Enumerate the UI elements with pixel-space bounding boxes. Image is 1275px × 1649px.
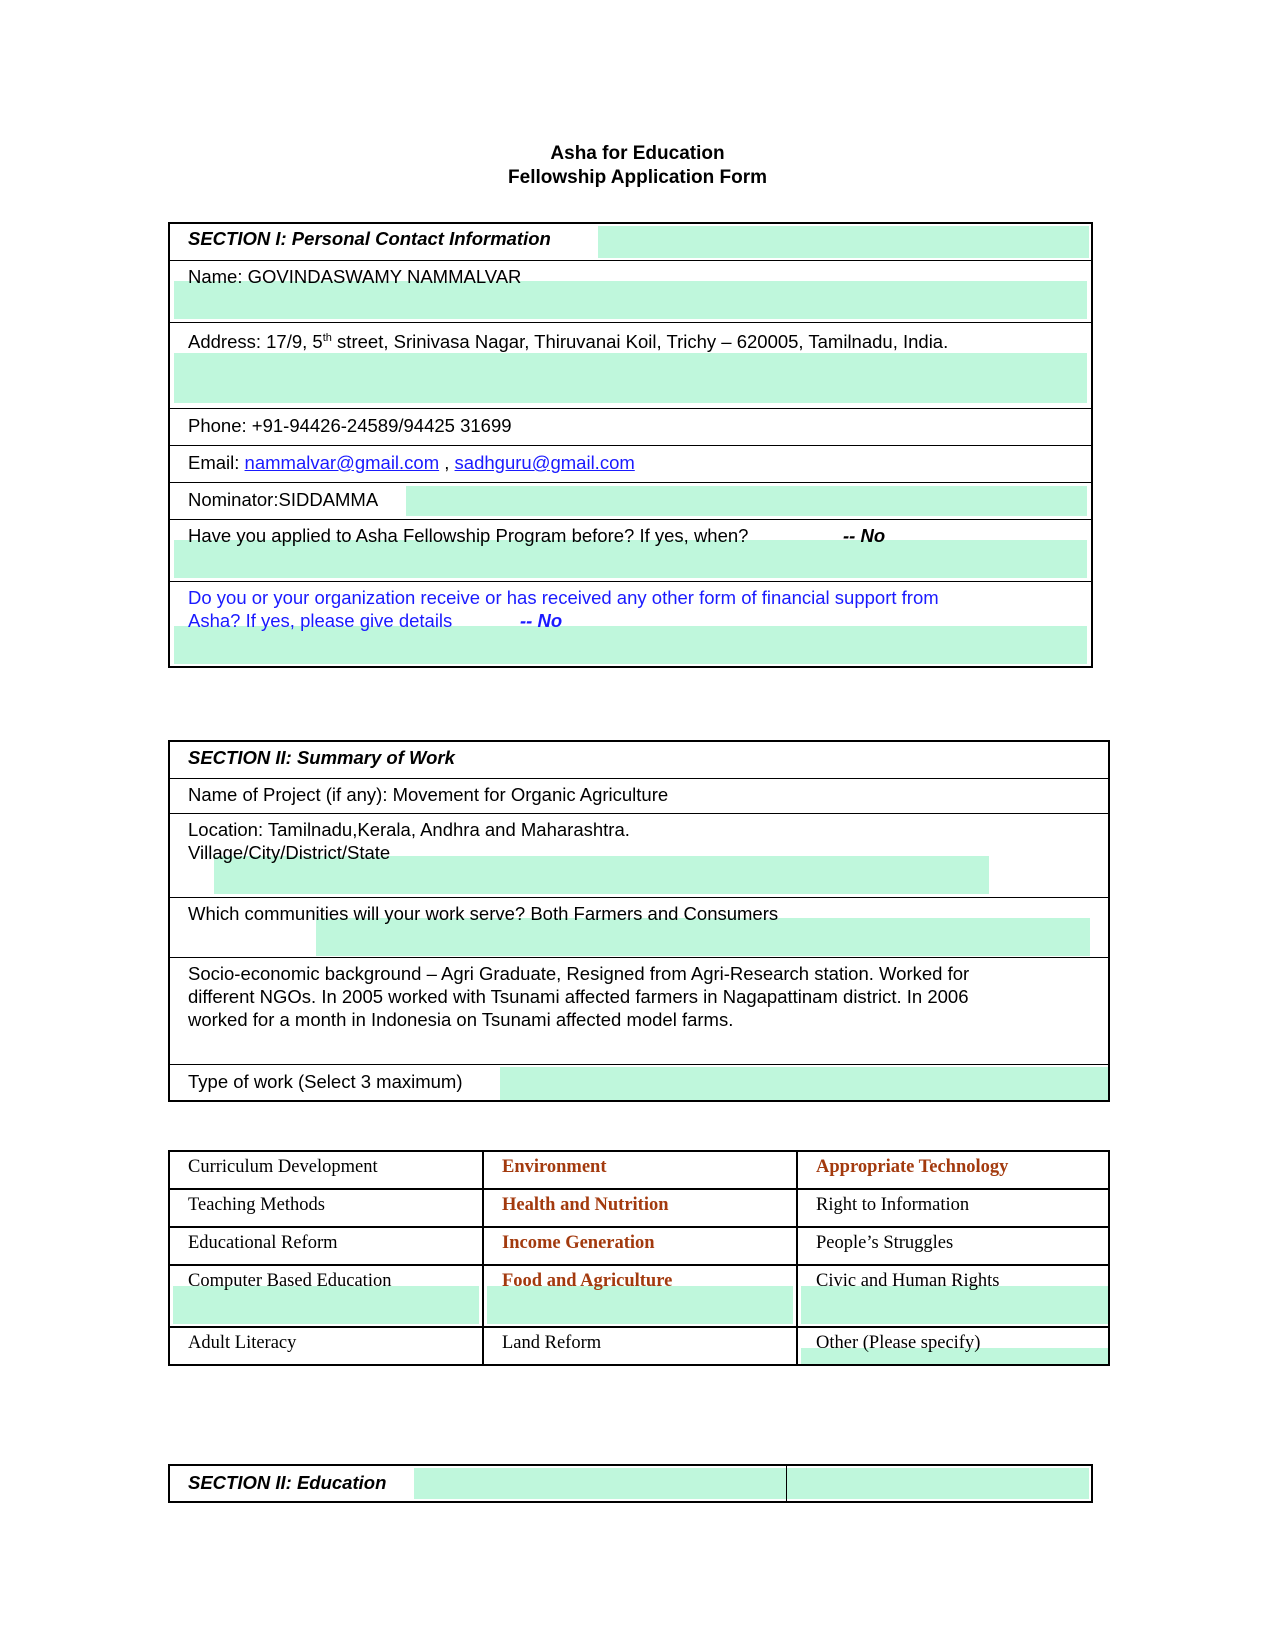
socio-row: [170, 957, 1108, 1064]
phone-label: Phone: +91-94426-24589/94425 31699: [188, 415, 512, 436]
name-label: Name: GOVINDASWAMY NAMMALVAR: [188, 266, 522, 287]
education-title: SECTION II: Education: [188, 1472, 387, 1493]
communities-row: [170, 897, 1108, 957]
address-sup: th: [322, 332, 332, 344]
email-separator: ,: [439, 452, 455, 473]
address-part2: street, Srinivasa Nagar, Thiruvanai Koil, Trichy – 620005, Tamilnadu, India.: [331, 331, 949, 353]
work-type-label-selected: Income Generation: [502, 1233, 655, 1253]
work-type-cell[interactable]: [798, 1266, 1110, 1328]
work-type-label: Other (Please specify): [816, 1333, 981, 1353]
work-type-label: Adult Literacy: [188, 1333, 297, 1353]
socio-line2: different NGOs. In 2005 worked with Tsunami affected farmers in Nagapattinam district. In 2006: [188, 986, 969, 1007]
work-type-cell[interactable]: [798, 1152, 1110, 1190]
applied-row: [170, 519, 1091, 581]
work-type-label: Educational Reform: [188, 1233, 338, 1253]
work-type-label-selected: Appropriate Technology: [816, 1157, 1009, 1177]
work-type-cell[interactable]: [484, 1266, 798, 1328]
address-row: [170, 322, 1091, 408]
email-row: [170, 445, 1091, 482]
address-part1: Address: 17/9, 5: [188, 331, 323, 353]
work-type-cell[interactable]: [798, 1190, 1110, 1228]
section2-title: SECTION II: Summary of Work: [188, 747, 455, 768]
work-type-label-selected: Food and Agriculture: [502, 1271, 673, 1291]
work-type-label-selected: Health and Nutrition: [502, 1195, 669, 1215]
section1-table: [168, 222, 1093, 668]
type-of-work-label: Type of work (Select 3 maximum): [188, 1071, 463, 1092]
communities-label: Which communities will your work serve? Both Farmers and Consumers: [188, 903, 779, 924]
work-type-label: Teaching Methods: [188, 1195, 325, 1215]
nominator-row: [170, 482, 1091, 519]
work-type-cell[interactable]: [484, 1190, 798, 1228]
work-type-cell[interactable]: [484, 1328, 798, 1366]
type-of-work-row: [170, 1064, 1108, 1100]
work-type-cell[interactable]: [170, 1328, 484, 1366]
work-type-label: Computer Based Education: [188, 1271, 392, 1291]
column-divider: [786, 1466, 787, 1501]
work-type-label: Right to Information: [816, 1195, 970, 1215]
work-type-cell[interactable]: [170, 1190, 484, 1228]
work-type-label: Land Reform: [502, 1333, 602, 1353]
work-types-grid: [168, 1150, 1110, 1366]
email-link-2[interactable]: sadhguru@gmail.com: [454, 452, 635, 473]
socio-line1: Socio-economic background – Agri Graduate, Resigned from Agri-Research station. Worked for: [188, 963, 970, 984]
support-question-line1: Do you or your organization receive or has received any other form of financial support from: [188, 587, 939, 608]
name-row: [170, 260, 1091, 322]
work-type-cell[interactable]: [484, 1228, 798, 1266]
section1-header-row: [170, 224, 1091, 260]
location-label: Location: Tamilnadu,Kerala, Andhra and Maharashtra.: [188, 819, 630, 840]
work-type-cell[interactable]: [170, 1228, 484, 1266]
email-text: [188, 451, 635, 474]
location-hint: Village/City/District/State: [188, 842, 391, 863]
education-table: [168, 1464, 1093, 1503]
nominator-label: Nominator:SIDDAMMA: [188, 489, 379, 510]
email-link-1[interactable]: nammalvar@gmail.com: [244, 452, 440, 473]
address-field[interactable]: [174, 353, 1087, 403]
work-type-label: Curriculum Development: [188, 1157, 378, 1177]
applied-question: Have you applied to Asha Fellowship Program before? If yes, when?: [188, 525, 749, 546]
work-type-label: People’s Struggles: [816, 1233, 954, 1253]
work-type-cell[interactable]: [170, 1152, 484, 1190]
support-answer: -- No: [520, 610, 563, 631]
section2-table: [168, 740, 1110, 1102]
support-row: [170, 581, 1091, 666]
project-row: [170, 778, 1108, 813]
section1-title: SECTION I: Personal Contact Information: [188, 228, 551, 249]
form-title: Fellowship Application Form: [508, 167, 767, 188]
work-type-label: Civic and Human Rights: [816, 1271, 1000, 1291]
email-label: Email:: [188, 452, 245, 473]
work-type-label-selected: Environment: [502, 1157, 607, 1177]
phone-row: [170, 408, 1091, 445]
applied-answer: -- No: [843, 525, 886, 546]
org-title: Asha for Education: [550, 143, 725, 164]
education-field-2[interactable]: [790, 1468, 1089, 1499]
section2-header-row: [170, 742, 1108, 778]
location-row: [170, 813, 1108, 897]
work-type-cell[interactable]: [798, 1328, 1110, 1366]
socio-line3: worked for a month in Indonesia on Tsunami affected model farms.: [188, 1009, 734, 1030]
nominator-field[interactable]: [406, 486, 1087, 516]
work-type-cell[interactable]: [798, 1228, 1110, 1266]
type-of-work-field[interactable]: [500, 1067, 1108, 1100]
support-question-line2: Asha? If yes, please give details: [188, 610, 453, 631]
address-text: [188, 327, 948, 353]
field-fill[interactable]: [598, 226, 1089, 258]
project-label: Name of Project (if any): Movement for Organic Agriculture: [188, 784, 669, 805]
work-type-cell[interactable]: [484, 1152, 798, 1190]
work-type-cell[interactable]: [170, 1266, 484, 1328]
